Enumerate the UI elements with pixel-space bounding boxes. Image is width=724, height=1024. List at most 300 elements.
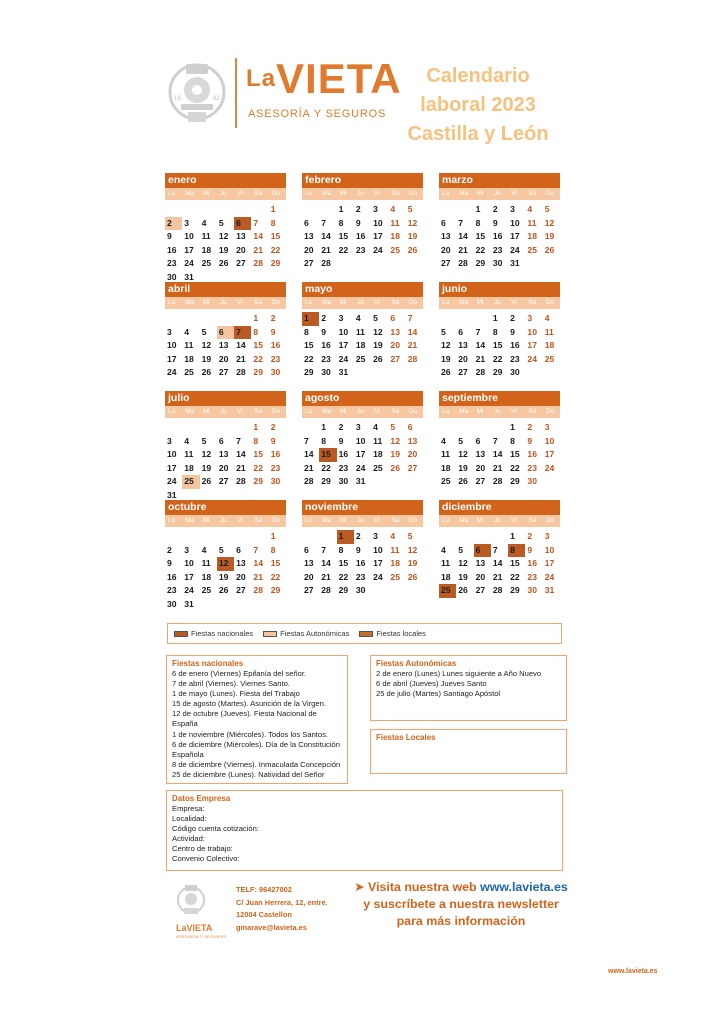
day-cell: 26 [218, 585, 229, 596]
weekday-label: Ma [459, 517, 469, 524]
day-cell: 6 [236, 544, 241, 555]
day-cell: 16 [355, 558, 366, 569]
national-line: 1 de noviembre (Miércoles). Todos los Santos. [172, 729, 329, 739]
weekday-label: Ju [493, 299, 501, 306]
title-line-1: Calendario [426, 65, 530, 87]
day-cell: 31 [184, 598, 194, 609]
empty-cell [302, 203, 319, 217]
day-cell: 24 [355, 462, 366, 473]
day-cell: 16 [338, 449, 349, 460]
day-cell: 29 [253, 476, 263, 487]
month-agosto [302, 391, 423, 489]
day-cell: 18 [441, 571, 451, 582]
day-cell: 1 [270, 204, 276, 214]
day-cell: 24 [338, 353, 349, 364]
day-cell: 8 [475, 217, 481, 228]
day-cell: 21 [492, 462, 503, 473]
day-cell: 7 [475, 326, 481, 337]
national-box-title: Fiestas nacionales [172, 659, 244, 668]
empty-cell [200, 421, 217, 435]
weekday-label: Ma [459, 408, 469, 415]
empty-cell [182, 203, 199, 217]
holiday-day: 8 [508, 544, 525, 558]
day-cell: 19 [458, 571, 468, 582]
brand-wordmark [246, 56, 402, 102]
day-cell: 4 [184, 435, 190, 446]
day-grid [439, 530, 560, 598]
legend-autonomous-label: Fiestas Autonómicas [280, 629, 350, 638]
day-cell: 17 [184, 571, 194, 582]
day-cell: 29 [270, 585, 281, 596]
day-cell: 28 [253, 258, 263, 269]
day-cell: 21 [321, 244, 331, 255]
day-cell: 30 [338, 476, 349, 487]
company-field: Convenio Colectivo: [172, 854, 240, 864]
day-cell: 29 [510, 476, 520, 487]
day-cell: 5 [201, 435, 207, 446]
day-cell: 22 [253, 462, 263, 473]
day-cell: 8 [270, 217, 276, 228]
day-grid [165, 530, 286, 612]
day-cell: 14 [475, 340, 486, 351]
day-cell: 2 [321, 313, 327, 323]
empty-cell [234, 530, 251, 544]
promo-website-link[interactable]: www.lavieta.es [480, 880, 568, 894]
day-cell: 21 [492, 571, 503, 582]
empty-cell [474, 312, 491, 326]
weekday-label: Sá [391, 408, 400, 415]
day-cell: 13 [458, 340, 468, 351]
day-cell: 5 [373, 313, 378, 323]
holiday-day: 6 [217, 326, 234, 340]
day-cell: 11 [544, 326, 554, 337]
day-cell: 5 [201, 326, 207, 337]
company-box-title: Datos Empresa [172, 794, 231, 803]
day-cell: 21 [253, 571, 263, 582]
weekday-label: Ju [219, 190, 227, 197]
day-cell: 15 [270, 558, 281, 569]
day-cell: 11 [201, 558, 211, 569]
day-cell: 28 [492, 585, 503, 596]
day-cell: 2 [338, 422, 344, 432]
day-cell: 17 [184, 244, 194, 255]
day-cell: 27 [407, 462, 418, 473]
holiday-day: 1 [337, 530, 354, 544]
day-cell: 11 [390, 544, 400, 555]
day-cell: 8 [492, 326, 498, 337]
day-cell: 24 [373, 571, 383, 582]
day-cell: 9 [510, 326, 515, 337]
day-cell: 10 [184, 231, 194, 242]
weekday-label: Sá [254, 517, 263, 524]
weekday-label: Mi [339, 299, 347, 306]
day-cell: 15 [492, 340, 503, 351]
month-enero [165, 173, 286, 285]
day-cell: 19 [458, 462, 468, 473]
day-cell: 27 [236, 585, 246, 596]
day-cell: 22 [338, 571, 349, 582]
day-cell: 30 [527, 585, 537, 596]
day-cell: 19 [544, 231, 555, 242]
month-marzo [439, 173, 560, 271]
holiday-day: 15 [319, 448, 336, 462]
month-name: marzo [439, 173, 560, 188]
day-cell: 17 [373, 231, 383, 242]
day-cell: 3 [167, 435, 172, 446]
day-cell: 18 [390, 231, 400, 242]
month-name: enero [165, 173, 286, 188]
day-cell: 25 [355, 353, 366, 364]
day-cell: 6 [390, 313, 396, 323]
day-cell: 13 [304, 558, 314, 569]
day-cell: 6 [407, 422, 413, 432]
weekday-label: Do [271, 299, 281, 306]
day-cell: 7 [492, 435, 498, 446]
day-cell: 4 [544, 313, 550, 323]
day-cell: 19 [407, 558, 418, 569]
month-name: junio [439, 282, 560, 297]
weekday-label: Mi [476, 299, 484, 306]
day-cell: 8 [321, 435, 327, 446]
day-cell: 25 [390, 571, 400, 582]
day-cell: 12 [407, 217, 418, 228]
day-cell: 11 [184, 340, 194, 351]
empty-cell [200, 312, 217, 326]
day-cell: 13 [475, 449, 486, 460]
day-cell: 16 [527, 449, 537, 460]
day-cell: 13 [407, 435, 418, 446]
day-cell: 30 [167, 271, 177, 282]
day-cell: 4 [441, 435, 446, 446]
day-cell: 16 [321, 340, 331, 351]
day-cell: 17 [167, 462, 177, 473]
day-cell: 20 [390, 340, 400, 351]
day-cell: 3 [544, 422, 550, 432]
legend-local-swatch [359, 631, 373, 637]
weekday-label: Sá [254, 299, 263, 306]
weekday-label: Vi [237, 190, 243, 197]
weekday-label: Ju [493, 517, 501, 524]
holiday-day: 12 [217, 557, 234, 571]
day-cell: 13 [441, 231, 451, 242]
day-cell: 27 [390, 353, 400, 364]
day-cell: 11 [201, 231, 211, 242]
day-cell: 27 [304, 258, 314, 269]
weekday-label: Mi [339, 408, 347, 415]
day-cell: 5 [544, 204, 550, 214]
weekday-label: Do [271, 517, 281, 524]
day-cell: 30 [492, 258, 503, 269]
local-box-title: Fiestas Locales [376, 733, 436, 742]
weekday-label: Ju [219, 517, 227, 524]
day-cell: 4 [373, 422, 378, 432]
day-cell: 22 [475, 244, 486, 255]
day-cell: 1 [492, 313, 498, 323]
day-cell: 8 [253, 326, 259, 337]
month-name: noviembre [302, 500, 423, 515]
day-grid [165, 312, 286, 380]
empty-cell [439, 312, 456, 326]
national-line: 25 de diciembre (Lunes). Natividad del Señor [172, 769, 325, 779]
weekday-label: Ma [459, 190, 469, 197]
day-cell: 1 [253, 313, 259, 323]
day-cell: 12 [218, 231, 229, 242]
day-cell: 19 [201, 462, 212, 473]
promo-rest: y suscríbete a nuestra newsletter para más información [363, 897, 559, 928]
day-cell: 22 [510, 462, 520, 473]
weekday-label: Lu [168, 190, 176, 197]
day-cell: 28 [236, 476, 246, 487]
day-cell: 23 [167, 585, 177, 596]
company-data-box [166, 790, 563, 871]
day-cell: 7 [407, 313, 413, 323]
month-name: septiembre [439, 391, 560, 406]
day-cell: 3 [167, 326, 172, 337]
day-cell: 31 [355, 476, 366, 487]
weekday-label: Lu [442, 517, 450, 524]
footer-website-link[interactable]: www.lavieta.es [608, 968, 658, 975]
day-cell: 30 [321, 367, 331, 378]
day-cell: 23 [321, 353, 331, 364]
month-julio [165, 391, 286, 503]
weekday-label: Sá [254, 190, 263, 197]
day-cell: 4 [355, 313, 361, 323]
empty-cell [182, 421, 199, 435]
legend-autonomous-swatch [263, 631, 277, 637]
weekday-label: Vi [374, 299, 380, 306]
brand-prefix: La [246, 65, 277, 92]
weekday-label: Ma [322, 190, 332, 197]
empty-cell [251, 530, 268, 544]
day-cell: 4 [527, 204, 533, 214]
weekday-label: Do [408, 190, 418, 197]
weekday-label: Ju [219, 408, 227, 415]
day-cell: 15 [304, 340, 314, 351]
national-line: 1 de mayo (Lunes). Fiesta del Trabajo [172, 689, 300, 699]
empty-cell [302, 421, 319, 435]
day-cell: 14 [321, 231, 331, 242]
day-cell: 7 [458, 217, 464, 228]
national-line: 12 de octubre (Jueves). Fiesta Nacional de España [172, 709, 317, 729]
month-octubre [165, 500, 286, 612]
day-cell: 9 [527, 544, 533, 555]
day-cell: 14 [492, 449, 503, 460]
empty-cell [182, 530, 199, 544]
day-grid [302, 312, 423, 380]
day-cell: 7 [492, 544, 498, 555]
empty-cell [491, 421, 508, 435]
day-cell: 10 [167, 449, 177, 460]
day-cell: 10 [184, 558, 194, 569]
weekday-label: Ma [185, 190, 195, 197]
weekday-label: Do [545, 190, 555, 197]
month-junio [439, 282, 560, 380]
day-cell: 26 [201, 367, 212, 378]
day-cell: 8 [338, 544, 344, 555]
day-cell: 2 [355, 531, 361, 541]
day-cell: 23 [338, 462, 349, 473]
day-cell: 7 [304, 435, 309, 446]
day-cell: 26 [407, 571, 418, 582]
weekday-label: Lu [305, 299, 313, 306]
day-cell: 22 [270, 244, 281, 255]
company-field: Empresa: [172, 804, 205, 813]
day-cell: 10 [338, 326, 349, 337]
day-cell: 31 [184, 271, 194, 282]
page-title [398, 62, 558, 149]
day-cell: 25 [201, 585, 212, 596]
day-cell: 21 [321, 571, 331, 582]
weekday-label: Sá [528, 517, 537, 524]
autonomous-box-title: Fiestas Autonómicas [376, 659, 457, 668]
day-cell: 16 [492, 231, 503, 242]
day-cell: 9 [270, 435, 276, 446]
day-cell: 5 [218, 544, 224, 555]
day-cell: 6 [458, 326, 464, 337]
day-cell: 16 [355, 231, 366, 242]
day-grid [439, 421, 560, 489]
day-cell: 10 [544, 544, 555, 555]
day-cell: 24 [544, 571, 555, 582]
footer-brand-tagline: ASESORÍA Y SEGUROS [176, 934, 227, 939]
weekday-header [439, 297, 560, 309]
day-cell: 13 [218, 449, 229, 460]
day-cell: 19 [373, 340, 383, 351]
company-field: Localidad: [172, 814, 207, 824]
empty-cell [456, 421, 473, 435]
day-cell: 31 [338, 367, 349, 378]
day-cell: 1 [510, 422, 515, 432]
day-cell: 23 [270, 353, 281, 364]
weekday-label: Ju [356, 190, 364, 197]
weekday-label: Ma [322, 299, 332, 306]
empty-cell [182, 312, 199, 326]
day-cell: 8 [338, 217, 344, 228]
weekday-label: Sá [391, 190, 400, 197]
day-cell: 24 [527, 353, 537, 364]
day-grid [165, 203, 286, 285]
title-line-2: laboral 2023 [420, 94, 536, 116]
weekday-label: Do [545, 517, 555, 524]
national-holidays-box [166, 655, 348, 784]
weekday-label: Vi [511, 517, 517, 524]
day-cell: 20 [458, 353, 468, 364]
empty-cell [456, 203, 473, 217]
day-cell: 18 [441, 462, 451, 473]
day-cell: 3 [338, 313, 344, 323]
empty-cell [491, 530, 508, 544]
weekday-label: Ma [185, 517, 195, 524]
empty-cell [234, 203, 251, 217]
weekday-header [439, 188, 560, 200]
day-cell: 30 [510, 367, 520, 378]
day-cell: 17 [544, 558, 555, 569]
day-cell: 16 [270, 449, 281, 460]
day-cell: 31 [510, 258, 520, 269]
day-cell: 9 [355, 544, 361, 555]
day-cell: 27 [218, 367, 229, 378]
empty-cell [439, 421, 456, 435]
day-cell: 7 [321, 217, 327, 228]
day-cell: 11 [184, 449, 194, 460]
day-cell: 23 [355, 244, 366, 255]
weekday-label: Ma [459, 299, 469, 306]
day-cell: 26 [458, 476, 468, 487]
day-cell: 23 [167, 258, 177, 269]
weekday-label: Vi [374, 517, 380, 524]
weekday-label: Do [271, 190, 281, 197]
weekday-header [165, 188, 286, 200]
empty-cell [200, 203, 217, 217]
weekday-label: Do [408, 517, 418, 524]
day-cell: 18 [373, 449, 383, 460]
day-cell: 14 [321, 558, 331, 569]
day-cell: 29 [270, 258, 281, 269]
day-cell: 29 [338, 585, 349, 596]
weekday-header [302, 188, 423, 200]
day-cell: 11 [355, 326, 365, 337]
logo-divider [235, 58, 237, 128]
day-cell: 26 [407, 244, 418, 255]
month-name: agosto [302, 391, 423, 406]
local-holidays-box [370, 729, 567, 774]
day-cell: 1 [338, 204, 344, 214]
day-cell: 17 [544, 449, 555, 460]
day-cell: 19 [201, 353, 212, 364]
day-cell: 24 [510, 244, 520, 255]
day-cell: 20 [236, 244, 246, 255]
day-cell: 8 [270, 544, 276, 555]
legend-autonomous [263, 629, 349, 638]
day-cell: 20 [218, 353, 229, 364]
day-cell: 2 [270, 313, 276, 323]
weekday-label: Mi [202, 517, 210, 524]
empty-cell [165, 421, 182, 435]
autonomous-line: 6 de abril (Jueves) Jueves Santo [376, 679, 487, 689]
day-cell: 25 [527, 244, 537, 255]
weekday-header [302, 406, 423, 418]
empty-cell [165, 530, 182, 544]
day-cell: 1 [510, 531, 515, 541]
weekday-header [165, 297, 286, 309]
day-cell: 8 [510, 435, 515, 446]
day-cell: 2 [527, 531, 533, 541]
contact-email[interactable]: gmarave@lavieta.es [236, 922, 307, 932]
day-cell: 1 [270, 531, 276, 541]
day-cell: 5 [407, 531, 413, 541]
day-cell: 22 [270, 571, 281, 582]
weekday-label: Vi [237, 299, 243, 306]
day-cell: 5 [407, 204, 413, 214]
day-cell: 13 [236, 558, 246, 569]
month-diciembre [439, 500, 560, 598]
day-cell: 29 [492, 367, 503, 378]
day-cell: 6 [218, 435, 224, 446]
autonomous-line: 2 de enero (Lunes) Lunes siguiente a Año Nuevo [376, 669, 542, 678]
train-seal-icon [168, 56, 226, 128]
weekday-header [165, 406, 286, 418]
weekday-label: Do [545, 299, 555, 306]
day-cell: 13 [304, 231, 314, 242]
day-cell: 29 [253, 367, 263, 378]
month-mayo [302, 282, 423, 380]
day-cell: 13 [236, 231, 246, 242]
empty-cell [217, 421, 234, 435]
weekday-label: Lu [442, 408, 450, 415]
day-cell: 8 [253, 435, 259, 446]
day-cell: 26 [373, 353, 383, 364]
day-cell: 30 [527, 476, 537, 487]
